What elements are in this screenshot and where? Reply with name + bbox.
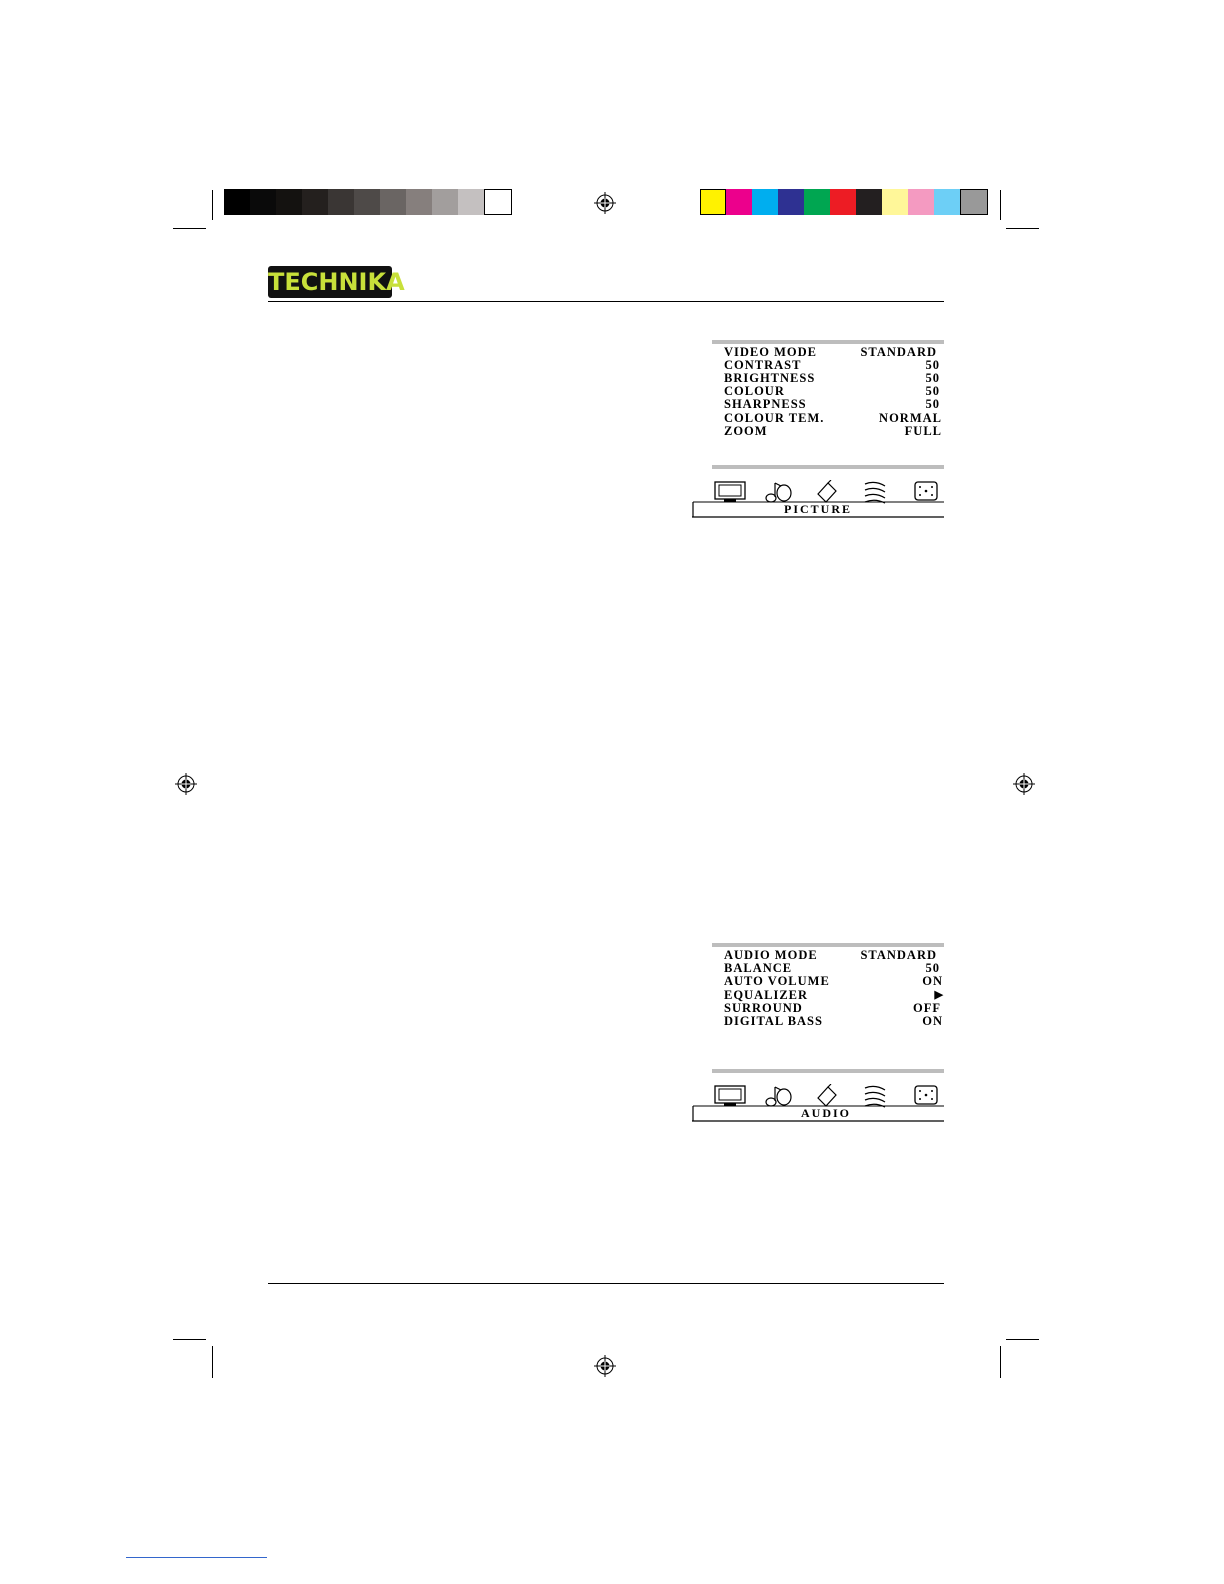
submenu-arrow-icon: ▶: [934, 989, 944, 1001]
registration-mark-icon: [175, 773, 197, 795]
crop-mark: [212, 190, 213, 220]
menu-row-sharpness: [724, 398, 940, 411]
footer-rule: [268, 1283, 944, 1284]
row-value: 50: [925, 384, 940, 398]
gray-swatch: [484, 189, 512, 215]
tv-icon: [714, 481, 746, 503]
menu-row-auto-volume: [724, 974, 943, 988]
color-swatch: [830, 189, 856, 215]
row-label: AUTO VOLUME: [724, 974, 830, 988]
row-label: VIDEO MODE: [724, 345, 817, 359]
color-swatch: [908, 189, 934, 215]
gray-swatch: [432, 189, 458, 215]
gray-swatch: [328, 189, 354, 215]
crop-mark: [1000, 1346, 1001, 1378]
gray-swatch: [250, 189, 276, 215]
row-label: BALANCE: [724, 961, 793, 975]
color-swatch: [752, 189, 778, 215]
gray-swatch: [406, 189, 432, 215]
crop-mark: [173, 228, 206, 229]
row-label: SHARPNESS: [724, 397, 807, 411]
tag-icon: [814, 1084, 840, 1108]
row-label: COLOUR: [724, 384, 785, 398]
registration-mark-icon: [1013, 773, 1035, 795]
coil-icon: [862, 480, 888, 504]
tab-title: PICTURE: [783, 502, 852, 516]
gray-swatch: [276, 189, 302, 215]
row-value: 50: [925, 961, 940, 975]
gray-swatch: [224, 189, 250, 215]
tv-icon: [714, 1085, 746, 1107]
menu-divider-bar: [712, 1069, 944, 1073]
header-rule: [268, 301, 944, 302]
gray-swatch: [458, 189, 484, 215]
menu-divider-bar: [712, 465, 944, 469]
picture-tab-bar: [692, 480, 944, 518]
crop-mark: [1006, 1339, 1039, 1340]
row-label: COLOUR TEM.: [724, 411, 825, 425]
row-label: DIGITAL BASS: [724, 1014, 823, 1028]
clock-icon: [914, 1085, 940, 1107]
row-label: SURROUND: [724, 1001, 803, 1015]
registration-mark-icon: [594, 192, 616, 214]
color-swatch: [856, 189, 882, 215]
audio-tab-bar: [692, 1084, 944, 1122]
gray-swatch: [354, 189, 380, 215]
color-swatch: [882, 189, 908, 215]
registration-mark-icon: [594, 1355, 616, 1377]
row-value: STANDARD: [860, 948, 937, 962]
menu-top-bar: [712, 943, 944, 947]
row-value: 50: [925, 397, 940, 411]
row-value: NORMAL: [879, 411, 942, 425]
row-label: BRIGHTNESS: [724, 371, 816, 385]
coil-icon: [862, 1084, 888, 1108]
row-value: 50: [925, 358, 940, 372]
menu-row-zoom: [724, 425, 940, 438]
gray-swatch: [380, 189, 406, 215]
color-swatch: [700, 189, 726, 215]
row-value: 50: [925, 371, 940, 385]
footer-link-underline: [126, 1557, 267, 1558]
row-value: STANDARD: [860, 345, 937, 359]
color-swatch: [960, 189, 988, 215]
crop-mark: [173, 1339, 206, 1340]
audio-menu: [712, 943, 944, 1033]
music-note-icon: [764, 480, 794, 504]
row-value: FULL: [904, 424, 942, 438]
row-value: ON: [922, 974, 943, 988]
color-swatch: [934, 189, 960, 215]
color-swatch: [778, 189, 804, 215]
color-swatch: [804, 189, 830, 215]
menu-top-bar: [712, 340, 944, 344]
music-note-icon: [764, 1084, 794, 1108]
crop-mark: [1006, 228, 1039, 229]
color-swatch: [726, 189, 752, 215]
picture-menu: [712, 340, 944, 440]
menu-row-digital-bass: [724, 1014, 943, 1028]
gray-swatch: [302, 189, 328, 215]
row-label: CONTRAST: [724, 358, 802, 372]
tab-title: AUDIO: [800, 1106, 851, 1120]
row-label: EQUALIZER: [724, 988, 809, 1002]
clock-icon: [914, 481, 940, 503]
row-label: ZOOM: [724, 424, 768, 438]
crop-mark: [212, 1346, 213, 1378]
row-value: ON: [922, 1014, 943, 1028]
row-label: AUDIO MODE: [724, 948, 818, 962]
row-value: OFF: [913, 1001, 941, 1015]
logo-text: TECHNIKA: [268, 268, 405, 296]
technika-logo: [268, 266, 405, 298]
crop-mark: [1000, 190, 1001, 220]
tag-icon: [814, 480, 840, 504]
